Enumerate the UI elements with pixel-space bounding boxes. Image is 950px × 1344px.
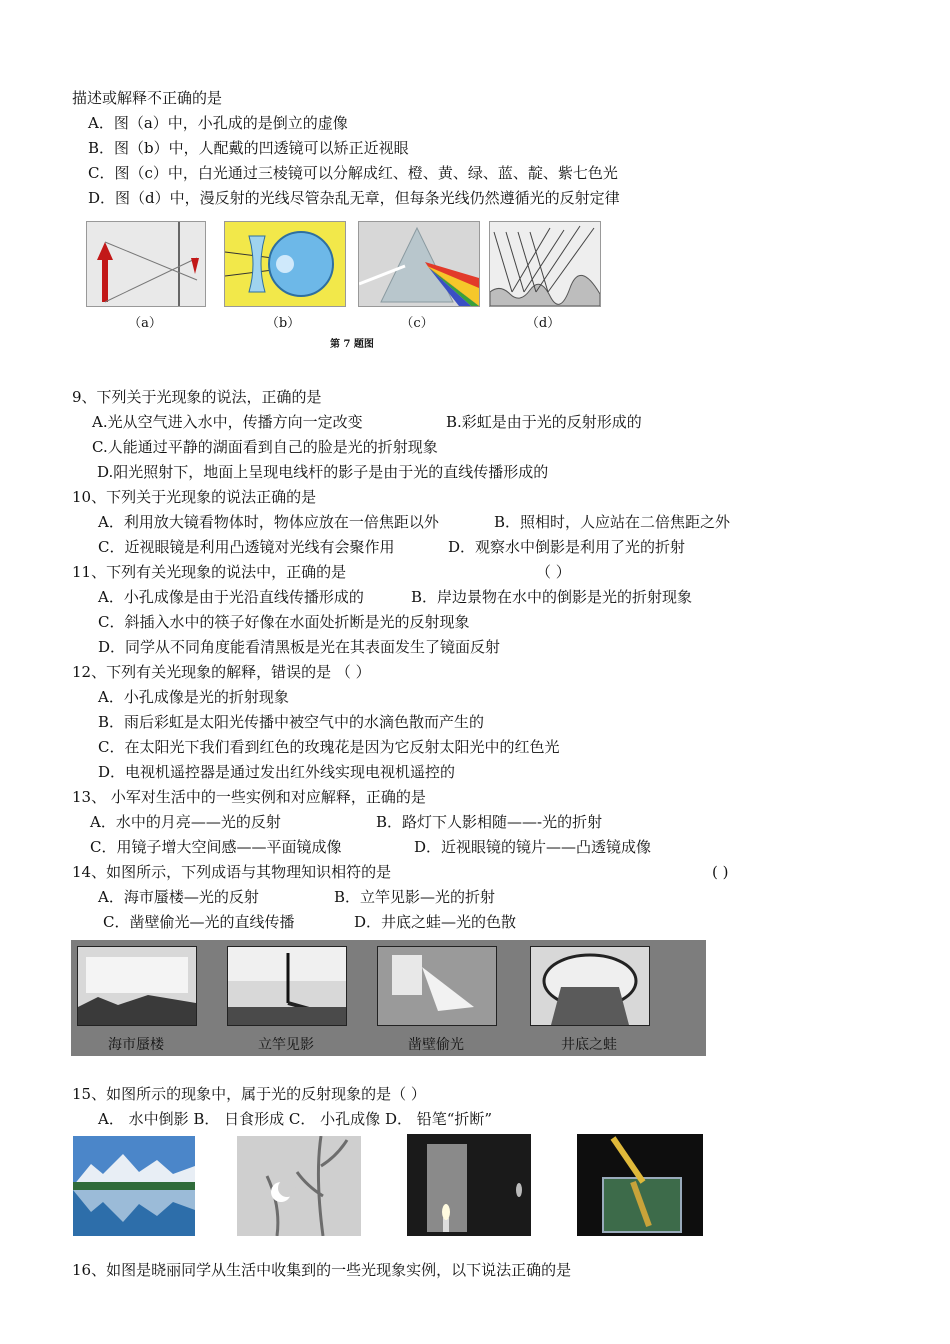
q9-option-d: D.阳光照射下，地面上呈现电线杆的影子是由于光的直线传播形成的 <box>97 463 549 481</box>
q9-option-c: C.人能通过平静的湖面看到自己的脸是光的折射现象 <box>92 438 438 456</box>
q11-option-b: B．岸边景物在水中的倒影是光的折射现象 <box>411 588 693 606</box>
q13-option-b: B．路灯下人影相随——-光的折射 <box>376 813 603 831</box>
diffuse-reflection-figure <box>489 221 601 307</box>
q12-option-a: A．小孔成像是光的折射现象 <box>98 688 289 706</box>
q15-options: A． 水中倒影 B． 日食形成 C． 小孔成像 D． 铅笔“折断” <box>98 1110 493 1128</box>
q9-stem: 9、下列关于光现象的说法，正确的是 <box>72 388 322 406</box>
caption-mirage: 海市蜃楼 <box>108 1037 164 1053</box>
caption-wall-light: 凿壁偷光 <box>408 1037 464 1053</box>
figure-title: 第 7 题图 <box>330 339 374 350</box>
q9-option-a: A.光从空气进入水中，传播方向一定改变 <box>92 413 363 431</box>
figure-caption-d: （d） <box>525 316 561 331</box>
q12-option-b: B．雨后彩虹是太阳光传播中被空气中的水滴色散而产生的 <box>98 713 485 731</box>
figure-caption-a: （a） <box>128 316 162 331</box>
q11-option-d: D．同学从不同角度能看清黑板是光在其表面发生了镜面反射 <box>98 638 501 656</box>
q14-option-c: C．凿壁偷光—光的直线传播 <box>103 913 295 931</box>
q14-option-b: B．立竿见影—光的折射 <box>334 888 496 906</box>
q7-option-c: C．图（c）中，白光通过三棱镜可以分解成红、橙、黄、绿、蓝、靛、紫七色光 <box>88 164 618 182</box>
mirage-image <box>77 946 197 1026</box>
q16-stem: 16、如图是晓丽同学从生活中收集到的一些光现象实例，以下说法正确的是 <box>72 1261 572 1279</box>
q10-option-b: B．照相时，人应站在二倍焦距之外 <box>494 513 731 531</box>
pinhole-figure <box>86 221 206 307</box>
q10-option-d: D．观察水中倒影是利用了光的折射 <box>448 538 686 556</box>
pinhole-candle-image <box>407 1134 531 1236</box>
prism-figure <box>358 221 480 307</box>
q15-stem: 15、如图所示的现象中，属于光的反射现象的是（ ） <box>72 1085 426 1103</box>
q13-option-a: A．水中的月亮——光的反射 <box>90 813 281 831</box>
q11-option-c: C．斜插入水中的筷子好像在水面处折断是光的反射现象 <box>98 613 470 631</box>
solar-eclipse-image <box>237 1136 361 1236</box>
q13-option-c: C．用镜子增大空间感——平面镜成像 <box>90 838 342 856</box>
q7-option-a: A．图（a）中，小孔成的是倒立的虚像 <box>88 114 348 132</box>
q7-stem: 描述或解释不正确的是 <box>72 89 223 107</box>
pole-shadow-image <box>227 946 347 1026</box>
lake-reflection-image <box>73 1136 195 1236</box>
idiom-image-strip <box>71 940 706 1056</box>
q14-option-d: D．井底之蛙—光的色散 <box>354 913 517 931</box>
q13-stem: 13、 小军对生活中的一些实例和对应解释，正确的是 <box>72 788 426 806</box>
wall-light-image <box>377 946 497 1026</box>
q10-stem: 10、下列关于光现象的说法正确的是 <box>72 488 317 506</box>
figure-caption-b: （b） <box>265 316 301 331</box>
q7-option-d: D．图（d）中，漫反射的光线尽管杂乱无章，但每条光线仍然遵循光的反射定律 <box>88 189 620 207</box>
caption-well-frog: 井底之蛙 <box>561 1037 617 1053</box>
q7-option-b: B．图（b）中，人配戴的凹透镜可以矫正近视眼 <box>88 139 409 157</box>
caption-pole-shadow: 立竿见影 <box>258 1037 314 1053</box>
q11-option-a: A．小孔成像是由于光沿直线传播形成的 <box>98 588 364 606</box>
q12-option-c: C．在太阳光下我们看到红色的玫瑰花是因为它反射太阳光中的红色光 <box>98 738 560 756</box>
q14-option-a: A．海市蜃楼—光的反射 <box>98 888 259 906</box>
q13-option-d: D．近视眼镜的镜片——凸透镜成像 <box>414 838 652 856</box>
q9-option-b: B.彩虹是由于光的反射形成的 <box>446 413 642 431</box>
figure-caption-c: （c） <box>400 316 434 331</box>
q11-stem: 11、下列有关光现象的说法中，正确的是 <box>72 563 347 581</box>
q11-answer-blank: （ ） <box>536 563 571 581</box>
q14-stem: 14、如图所示，下列成语与其物理知识相符的是 <box>72 863 392 881</box>
q10-option-a: A．利用放大镜看物体时，物体应放在一倍焦距以外 <box>98 513 439 531</box>
q10-option-c: C．近视眼镜是利用凸透镜对光线有会聚作用 <box>98 538 395 556</box>
q14-answer-blank: ( ) <box>712 863 729 881</box>
q12-option-d: D．电视机遥控器是通过发出红外线实现电视机遥控的 <box>98 763 456 781</box>
bent-pencil-image <box>577 1134 703 1236</box>
q12-stem: 12、下列有关光现象的解释，错误的是 （ ） <box>72 663 371 681</box>
eye-lens-figure <box>224 221 346 307</box>
well-frog-image <box>530 946 650 1026</box>
